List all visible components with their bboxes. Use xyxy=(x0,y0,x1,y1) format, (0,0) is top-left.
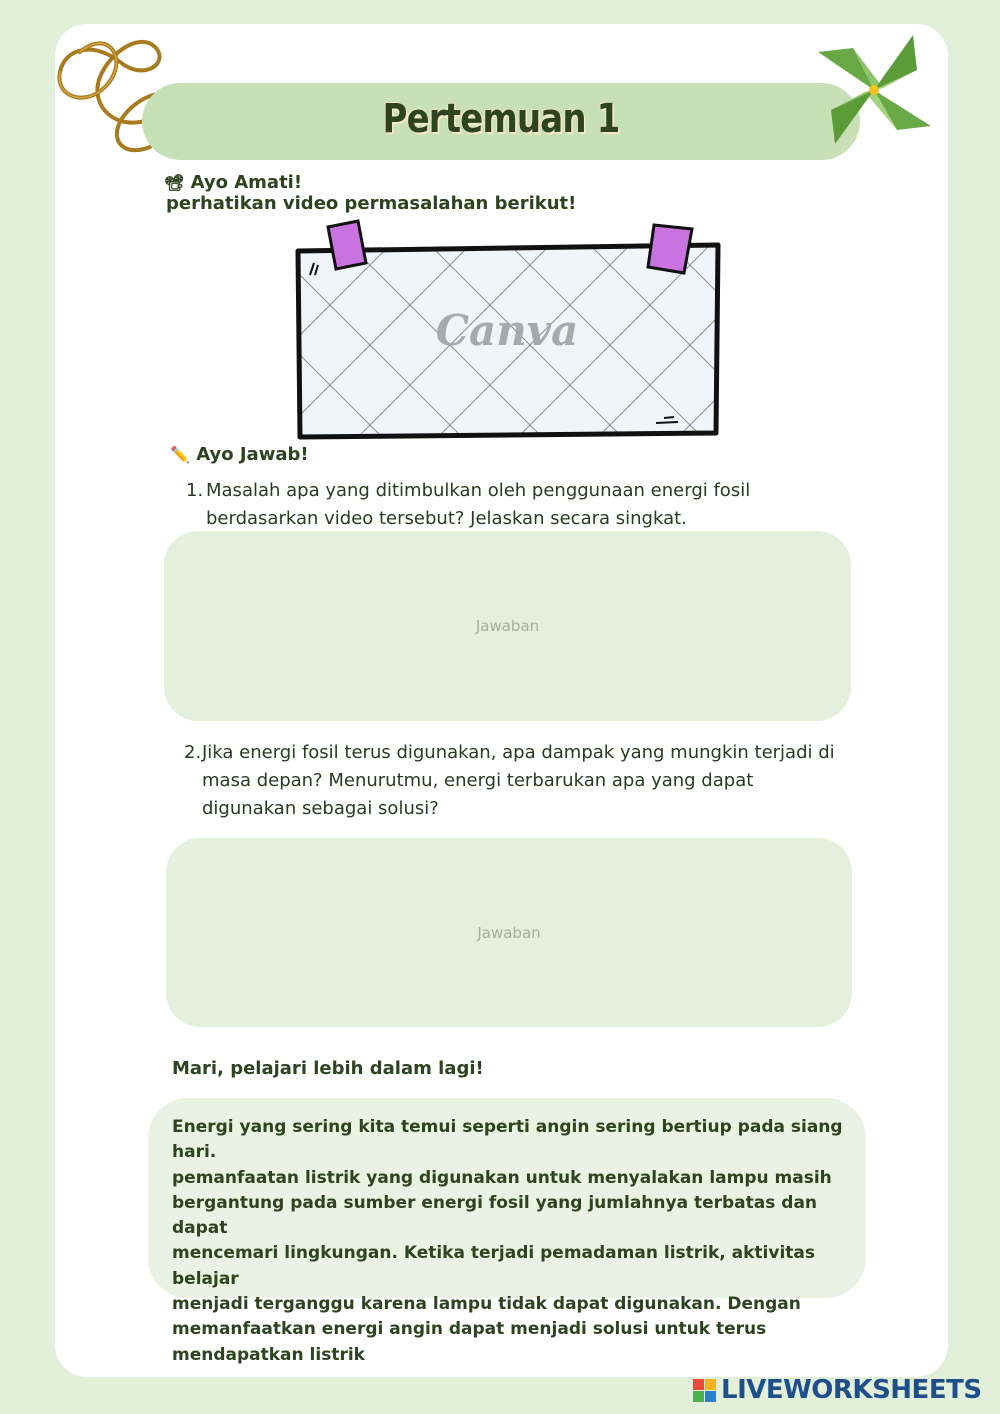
film-projector-icon: 📽 xyxy=(164,173,185,192)
info-line: mencemari lingkungan. Ketika terjadi pemadaman listrik, aktivitas belajar xyxy=(172,1243,816,1289)
info-paragraph xyxy=(172,1115,852,1368)
info-line: mendapatkan listrik xyxy=(172,1344,365,1365)
tape-right xyxy=(648,225,692,273)
learn-more-heading: Mari, pelajari lebih dalam lagi! xyxy=(172,1058,484,1079)
question-number: 1. xyxy=(186,480,204,501)
answer-placeholder: Jawaban xyxy=(477,923,541,942)
info-line: pemanfaatan listrik yang digunakan untuk menyalakan lampu masih xyxy=(172,1167,832,1188)
tape-left xyxy=(328,221,366,269)
pencil-icon: ✏️ xyxy=(170,445,190,464)
info-line: menjadi terganggu karena lampu tidak dapat digunakan. Dengan xyxy=(172,1294,801,1315)
answer-heading: ✏️ Ayo Jawab! xyxy=(170,444,309,465)
info-line: Energi yang sering kita temui seperti angin sering bertiup pada siang hari. xyxy=(172,1117,843,1163)
question-text-line: berdasarkan video tersebut? Jelaskan secara singkat. xyxy=(206,508,687,529)
question-text-line: digunakan sebagai solusi? xyxy=(202,798,439,819)
answer-placeholder: Jawaban xyxy=(475,617,540,635)
question-text-line: Masalah apa yang ditimbulkan oleh penggunaan energi fosil xyxy=(206,480,751,501)
video-player[interactable] xyxy=(290,215,730,450)
info-line: memanfaatkan energi angin dapat menjadi solusi untuk terus xyxy=(172,1319,767,1340)
question-text-line: masa depan? Menurutmu, energi terbarukan apa yang dapat xyxy=(202,770,754,791)
answer-input-1[interactable] xyxy=(164,531,851,721)
question-text-line: Jika energi fosil terus digunakan, apa dampak yang mungkin terjadi di xyxy=(202,742,835,763)
video-placeholder-logo: Canva xyxy=(435,306,579,355)
observe-instruction: perhatikan video permasalahan berikut! xyxy=(166,193,577,214)
brand-name: LIVEWORKSHEETS xyxy=(721,1375,982,1405)
info-line: bergantung pada sumber energi fosil yang jumlahnya terbatas dan dapat xyxy=(172,1192,818,1239)
question-number: 2. xyxy=(184,742,202,763)
page-title: Pertemuan 1 xyxy=(382,96,620,142)
pinwheel-icon xyxy=(813,30,935,150)
observe-heading: 📽 Ayo Amati! xyxy=(164,172,303,193)
answer-input-2[interactable] xyxy=(166,838,852,1027)
liveworksheets-logo-icon xyxy=(693,1379,716,1402)
liveworksheets-brand[interactable] xyxy=(693,1374,982,1406)
